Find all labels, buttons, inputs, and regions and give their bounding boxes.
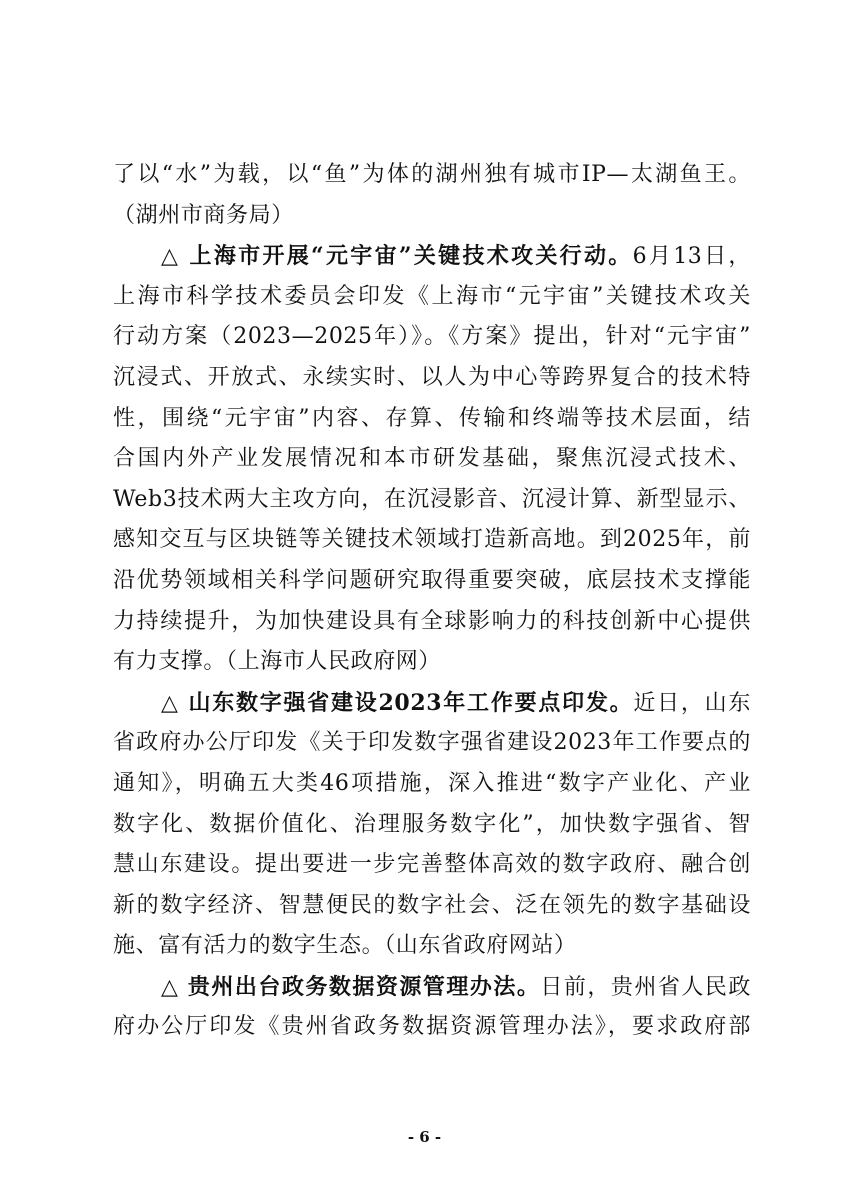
text-line: 数字化、数据价值化、治理服务数字化”，加快数字强省、智 [113,811,751,837]
text-line: 慧山东建设。提出要进一步完善整体高效的数字政府、融合创 [113,852,751,878]
news-item-heading-shandong [113,683,751,724]
text-line: 感知交互与区块链等关键技术领域打造新高地。到2025年，前 [113,527,751,553]
text-line: 合国内外产业发展情况和本市研发基础，聚焦沉浸式技术、 [113,446,751,472]
text-line: 上海市科学技术委员会印发《上海市“元宇宙”关键技术攻关 [113,283,751,309]
text-line: 沉浸式、开放式、永续实时、以人为中心等跨界复合的技术特 [113,364,751,390]
text-line-source: 有力支撑。（上海市人民政府网） [113,649,442,675]
page-number: - 6 - [407,1128,442,1146]
text-line: 新的数字经济、智慧便民的数字社会、泛在领先的数字基础设 [113,892,751,918]
text-line: 力持续提升，为加快建设具有全球影响力的科技创新中心提供 [113,608,751,634]
text-line-source: （湖州市商务局） [113,202,294,228]
text-line: Web3技术两大主攻方向，在沉浸影音、沉浸计算、新型显示、 [113,486,751,512]
text-line-source: 施、富有活力的数字生态。（山东省政府网站） [113,933,577,959]
text-line: 行动方案（2023—2025年）》。《方案》提出，针对“元宇宙” [113,324,751,350]
triangle-icon: △ [161,244,181,270]
text-line: 沿优势领域相关科学问题研究取得重要突破，底层技术支撑能 [113,567,751,593]
news-item-lead: 日前，贵州省人民政 [540,974,751,1000]
text-line: 省政府办公厅印发《关于印发数字强省建设2023年工作要点的 [113,730,751,756]
text-line: 了以“水”为载，以“鱼”为体的湖州独有城市IP—太湖鱼王。 [113,162,751,187]
text-line: 府办公厅印发《贵州省政务数据资源管理办法》，要求政府部 [113,1014,751,1040]
triangle-icon: △ [161,690,180,716]
news-item-title: 贵州出台政务数据资源管理办法。 [187,973,541,1000]
text-line: 性，围绕“元宇宙”内容、存算、传输和终端等技术层面，结 [113,405,751,431]
news-item-heading-guizhou [113,967,751,1008]
news-item-date: 6月13日， [632,244,751,270]
news-item-title: 上海市开展“元宇宙”关键技术攻关行动。 [189,243,633,270]
news-item-heading-shanghai [113,236,751,277]
news-item-title: 山东数字强省建设2023年工作要点印发。 [188,689,634,716]
text-line: 通知》，明确五大类46项措施，深入推进“数字产业化、产业 [113,770,751,796]
news-item-lead: 近日，山东 [633,690,751,716]
triangle-icon: △ [161,974,180,1000]
document-body [113,155,751,1048]
